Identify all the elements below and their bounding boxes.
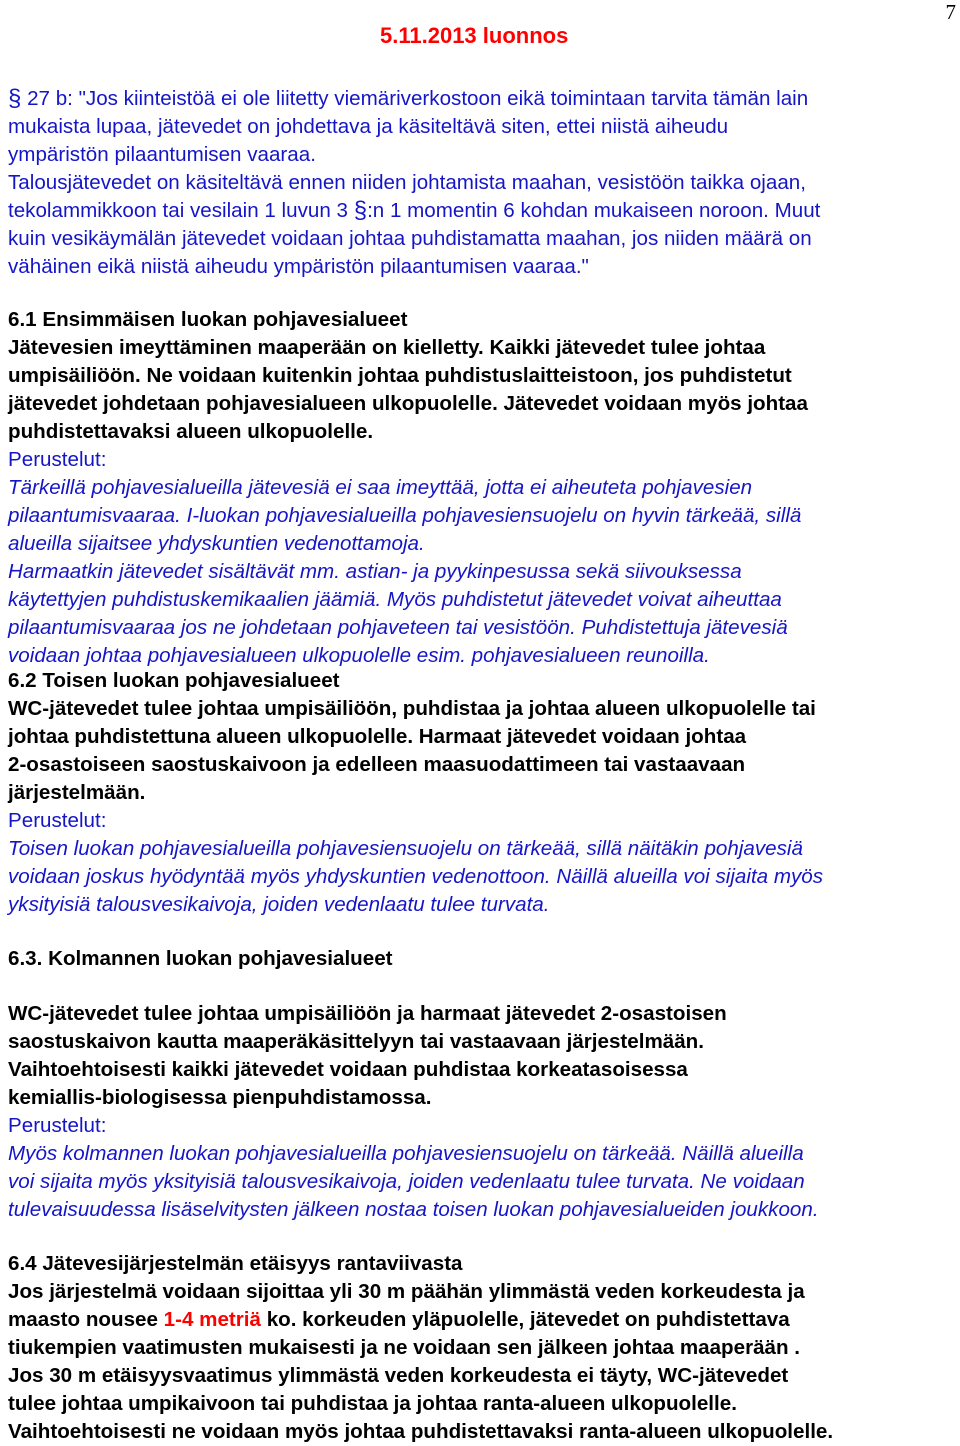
quote-line	[8, 197, 958, 225]
body-text: ko. korkeuden yläpuolelle, jätevedet on puhdistettava	[260, 1308, 790, 1331]
body-line: järjestelmään.	[8, 781, 146, 804]
body-line: Vaihtoehtoisesti ne voidaan myös johtaa puhdistettavaksi ranta-alueen ulkopuolelle.	[8, 1420, 834, 1443]
section-heading: 6.1 Ensimmäisen luokan pohjavesialueet	[8, 308, 408, 331]
body-line: umpisäiliöön. Ne voidaan kuitenkin johtaa puhdistuslaitteistoon, jos puhdistetut	[8, 364, 792, 387]
rationale-line: pilaantumisvaaraa jos ne johdetaan pohjaveteen tai vesistöön. Puhdistettuja jätevesiä	[8, 616, 788, 639]
quote-line: kuin vesikäymälän jätevedet voidaan johtaa puhdistamatta maahan, jos niiden määrä on	[8, 227, 812, 250]
body-line: tiukempien vaatimusten mukaisesti ja ne voidaan sen jälkeen johtaa maaperään .	[8, 1336, 801, 1359]
body-line: puhdistettavaksi alueen ulkopuolelle.	[8, 420, 374, 443]
section-heading: 6.3. Kolmannen luokan pohjavesialueet	[8, 947, 393, 970]
perustelut-label: Perustelut:	[8, 809, 107, 832]
quote-line	[8, 85, 958, 113]
body-line: jätevedet johdetaan pohjavesialueen ulkopuolelle. Jätevedet voidaan myös johtaa	[8, 392, 808, 415]
rationale-line: voidaan johtaa pohjavesialueen ulkopuolelle esim. pohjavesialueen reunoilla.	[8, 644, 710, 667]
body-line: Jos järjestelmä voidaan sijoittaa yli 30 m päähän ylimmästä veden korkeudesta ja	[8, 1280, 805, 1303]
section-sign: §	[353, 197, 368, 224]
body-line: Jätevesien imeyttäminen maaperään on kielletty. Kaikki jätevedet tulee johtaa	[8, 336, 766, 359]
rationale-line: käytettyjen puhdistuskemikaalien jäämiä. Myös puhdistetut jätevedet voivat aiheuttaa	[8, 588, 782, 611]
body-line: Jos 30 m etäisyysvaatimus ylimmästä veden korkeudesta ei täyty, WC-jätevedet	[8, 1364, 789, 1387]
rationale-line: Toisen luokan pohjavesialueilla pohjavesiensuojelu on tärkeää, sillä näitäkin pohjavesiä	[8, 837, 803, 860]
body-line: WC-jätevedet tulee johtaa umpisäiliöön, puhdistaa ja johtaa alueen ulkopuolelle tai	[8, 697, 816, 720]
highlighted-value: 1-4 metriä	[163, 1308, 261, 1331]
body-line: johtaa puhdistettuna alueen ulkopuolelle. Harmaat jätevedet voidaan johtaa	[8, 725, 747, 748]
body-line	[8, 1306, 958, 1334]
body-line: saostuskaivon kautta maaperäkäsittelyyn tai vastaavaan järjestelmään.	[8, 1030, 704, 1053]
body-line: 2-osastoiseen saostuskaivoon ja edelleen maasuodattimeen tai vastaavaan	[8, 753, 746, 776]
page-number: 7	[945, 0, 956, 24]
quote-line: vähäinen eikä niistä aiheudu ympäristön pilaantumisen vaaraa."	[8, 255, 589, 278]
section-heading: 6.2 Toisen luokan pohjavesialueet	[8, 669, 340, 692]
rationale-line: alueilla sijaitsee yhdyskuntien vedenottamoja.	[8, 532, 425, 555]
quote-text: 27 b: "Jos kiinteistöä ei ole liitetty viemäriverkostoon eikä toimintaan tarvita tämän lain	[21, 87, 809, 110]
rationale-line: yksityisiä talousvesikaivoja, joiden vedenlaatu tulee turvata.	[8, 893, 550, 916]
rationale-line: Myös kolmannen luokan pohjavesialueilla pohjavesiensuojelu on tärkeää. Näillä alueilla	[8, 1142, 804, 1165]
section-sign: §	[8, 85, 22, 112]
perustelut-label: Perustelut:	[8, 448, 107, 471]
rationale-line: voi sijaita myös yksityisiä talousvesikaivoja, joiden vedenlaatu tulee turvata. Ne voidaan	[8, 1170, 805, 1193]
quote-text: tekolammikkoon tai vesilain 1 luvun 3	[8, 199, 354, 222]
body-line: Vaihtoehtoisesti kaikki jätevedet voidaan puhdistaa korkeatasoisessa	[8, 1058, 688, 1081]
body-line: tulee johtaa umpikaivoon tai puhdistaa ja johtaa ranta-alueen ulkopuolelle.	[8, 1392, 737, 1415]
body-text: maasto nousee	[8, 1308, 164, 1331]
body-line: WC-jätevedet tulee johtaa umpisäiliöön ja harmaat jätevedet 2-osastoisen	[8, 1002, 727, 1025]
body-line: kemiallis-biologisessa pienpuhdistamossa.	[8, 1086, 432, 1109]
quote-line: ympäristön pilaantumisen vaaraa.	[8, 143, 316, 166]
quote-line: Talousjätevedet on käsiteltävä ennen niiden johtamista maahan, vesistöön taikka ojaan,	[8, 171, 806, 194]
rationale-line: voidaan joskus hyödyntää myös yhdyskuntien vedenottoon. Näillä alueilla voi sijaita myös	[8, 865, 824, 888]
rationale-line: Tärkeillä pohjavesialueilla jätevesiä ei saa imeyttää, jotta ei aiheuteta pohjavesien	[8, 476, 753, 499]
rationale-line: pilaantumisvaaraa. I-luokan pohjavesialueilla pohjavesiensuojelu on hyvin tärkeää, sillä	[8, 504, 802, 527]
rationale-line: Harmaatkin jätevedet sisältävät mm. astian- ja pyykinpesussa sekä siivouksessa	[8, 560, 742, 583]
quote-text: :n 1 momentin 6 kohdan mukaiseen noroon. Muut	[367, 199, 821, 222]
quote-line: mukaista lupaa, jätevedet on johdettava ja käsiteltävä siten, ettei niistä aiheudu	[8, 115, 729, 138]
draft-date-header: 5.11.2013 luonnos	[380, 23, 569, 48]
perustelut-label: Perustelut:	[8, 1114, 107, 1137]
rationale-line: tulevaisuudessa lisäselvitysten jälkeen nostaa toisen luokan pohjavesialueiden joukkoon.	[8, 1198, 819, 1221]
section-heading: 6.4 Jätevesijärjestelmän etäisyys rantaviivasta	[8, 1252, 463, 1275]
